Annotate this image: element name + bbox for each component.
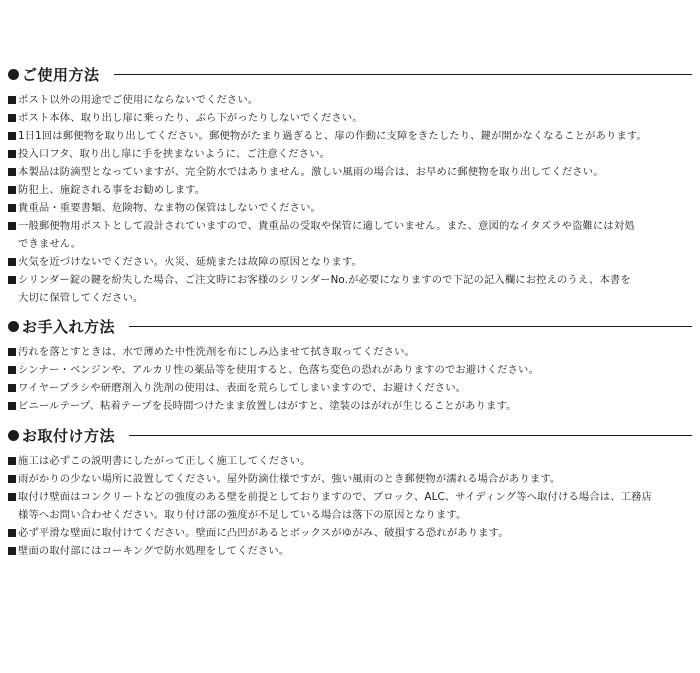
- circle-bullet-icon: [8, 69, 19, 80]
- section-title: お手入れ方法: [22, 317, 116, 336]
- square-bullet-icon: [8, 114, 16, 122]
- section-title: ご使用方法: [22, 65, 100, 84]
- square-bullet-icon: [8, 384, 16, 392]
- list-item: ビニールテープ、粘着テープを長時間つけたまま放置しはがすと、塗装のはがれが生じることがあります。: [8, 397, 692, 415]
- list-item: 貴重品・重要書類、危険物、なま物の保管はしないでください。: [8, 199, 692, 217]
- section-header: [8, 424, 692, 446]
- list-item: シリンダー錠の鍵を紛失した場合、ご注文時にお客様のシリンダーNo.が必要になりますので下記の記入欄にお控えのうえ、本書を 大切に保管してください。: [8, 271, 692, 307]
- square-bullet-icon: [8, 258, 16, 266]
- square-bullet-icon: [8, 204, 16, 212]
- section-divider: [114, 74, 692, 75]
- square-bullet-icon: [8, 276, 16, 284]
- list-item: シンナー・ベンジンや、アルカリ性の薬品等を使用すると、色落ち変色の恐れがありますのでお避けください。: [8, 361, 692, 379]
- square-bullet-icon: [8, 132, 16, 140]
- section-title: お取付け方法: [22, 426, 116, 445]
- list-item: 火気を近づけないでください。火災、延焼または故障の原因となります。: [8, 253, 692, 271]
- list-item: ワイヤーブラシや研磨剤入り洗剤の使用は、表面を荒らしてしまいますので、お避けください。: [8, 379, 692, 397]
- list-item: ポスト以外の用途でご使用にならないでください。: [8, 91, 692, 109]
- list-item: 壁面の取付部にはコーキングで防水処理をしてください。: [8, 542, 692, 560]
- section-divider: [129, 326, 692, 327]
- circle-bullet-icon: [8, 321, 19, 332]
- square-bullet-icon: [8, 475, 16, 483]
- list-item: 本製品は防滴型となっていますが、完全防水ではありません。激しい風雨の場合は、お早めに郵便物を取り出してください。: [8, 163, 692, 181]
- section-care: [8, 315, 692, 415]
- care-list: [8, 343, 692, 415]
- square-bullet-icon: [8, 402, 16, 410]
- list-item: 汚れを落とすときは、水で薄めた中性洗剤を布にしみ込ませて拭き取ってください。: [8, 343, 692, 361]
- list-item: 一般郵便物用ポストとして設計されていますので、貴重品の受取や保管に適していません。また、意図的なイタズラや盗難には対処 できません。: [8, 217, 692, 253]
- list-item: ポスト本体、取り出し扉に乗ったり、ぶら下がったりしないでください。: [8, 109, 692, 127]
- list-item: 雨がかりの少ない場所に設置してください。屋外防滴仕様ですが、強い風雨のとき郵便物が濡れる場合があります。: [8, 470, 692, 488]
- list-item: 取付け壁面はコンクリートなどの強度のある壁を前提としておりますので、ブロック、ALC、サイディング等へ取付ける場合は、工務店 様等へお問い合わせください。取り付け部の強度が不足している場合は落下の原因となります。: [8, 488, 692, 524]
- list-item: 1日1回は郵便物を取り出してください。郵便物がたまり過ぎると、扉の作動に支障をきたしたり、鍵が開かなくなることがあります。: [8, 127, 692, 145]
- square-bullet-icon: [8, 150, 16, 158]
- square-bullet-icon: [8, 222, 16, 230]
- section-usage: [8, 63, 692, 307]
- section-header: [8, 315, 692, 337]
- square-bullet-icon: [8, 529, 16, 537]
- circle-bullet-icon: [8, 430, 19, 441]
- square-bullet-icon: [8, 186, 16, 194]
- list-item: 防犯上、施錠される事をお勧めします。: [8, 181, 692, 199]
- list-item: 投入口フタ、取り出し扉に手を挟まないように、ご注意ください。: [8, 145, 692, 163]
- section-header: [8, 63, 692, 85]
- square-bullet-icon: [8, 366, 16, 374]
- square-bullet-icon: [8, 96, 16, 104]
- installation-list: [8, 452, 692, 560]
- square-bullet-icon: [8, 168, 16, 176]
- usage-list: [8, 91, 692, 307]
- list-item: 必ず平滑な壁面に取付けてください。壁面に凸凹があるとボックスがゆがみ、破損する恐れがあります。: [8, 524, 692, 542]
- square-bullet-icon: [8, 457, 16, 465]
- square-bullet-icon: [8, 547, 16, 555]
- section-divider: [129, 435, 692, 436]
- square-bullet-icon: [8, 348, 16, 356]
- list-item: 施工は必ずこの説明書にしたがって正しく施工してください。: [8, 452, 692, 470]
- square-bullet-icon: [8, 493, 16, 501]
- section-installation: [8, 424, 692, 560]
